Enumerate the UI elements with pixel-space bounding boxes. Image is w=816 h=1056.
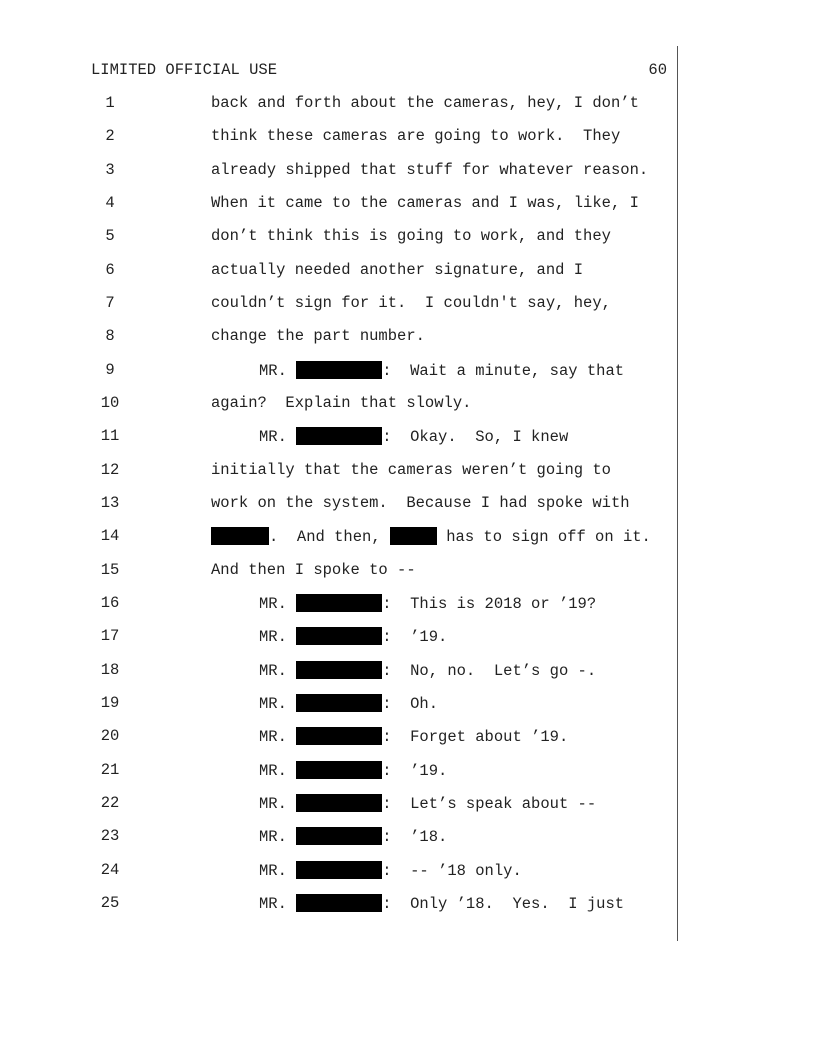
line-text: MR. : Wait a minute, say that (259, 362, 625, 380)
line-text: MR. : Only ’18. Yes. I just (259, 895, 625, 913)
redaction-bar (211, 527, 269, 545)
line-number: 19 (100, 694, 120, 712)
line-number: 25 (100, 894, 120, 912)
line-number: 1 (105, 94, 115, 112)
line-number: 5 (105, 227, 115, 245)
transcript-line (0, 194, 816, 214)
line-number: 13 (100, 494, 120, 512)
redaction-bar (296, 794, 382, 812)
line-number: 4 (105, 194, 115, 212)
redaction-bar (296, 727, 382, 745)
transcript-line (0, 627, 816, 647)
transcript-line (0, 761, 816, 781)
transcript-line (0, 827, 816, 847)
transcript-line (0, 361, 816, 381)
line-number: 18 (100, 661, 120, 679)
transcript-line (0, 494, 816, 514)
transcript-line (0, 94, 816, 114)
redaction-bar (296, 427, 382, 445)
transcript-line (0, 394, 816, 414)
line-number: 16 (100, 594, 120, 612)
transcript-line (0, 461, 816, 481)
line-text: MR. : -- ’18 only. (259, 862, 522, 880)
line-text: And then I spoke to -- (211, 561, 416, 579)
line-number: 23 (100, 827, 120, 845)
line-text: MR. : ’19. (259, 628, 448, 646)
line-text: MR. : ’18. (259, 828, 448, 846)
redaction-bar (296, 594, 382, 612)
transcript-line (0, 694, 816, 714)
redaction-bar (296, 661, 382, 679)
redaction-bar (296, 827, 382, 845)
line-number: 21 (100, 761, 120, 779)
line-text: When it came to the cameras and I was, like, I (211, 194, 639, 212)
redaction-bar (296, 361, 382, 379)
line-text: couldn’t sign for it. I couldn't say, hey, (211, 294, 611, 312)
transcript-line (0, 227, 816, 247)
transcript-line (0, 861, 816, 881)
line-text: work on the system. Because I had spoke with (211, 494, 630, 512)
redaction-bar (296, 694, 382, 712)
transcript-line (0, 727, 816, 747)
line-text: again? Explain that slowly. (211, 394, 472, 412)
line-number: 3 (105, 161, 115, 179)
transcript-line (0, 661, 816, 681)
line-text: . And then, has to sign off on it. (211, 527, 651, 546)
line-number: 11 (100, 427, 120, 445)
line-number: 2 (105, 127, 115, 145)
transcript-line (0, 161, 816, 181)
line-text: already shipped that stuff for whatever reason. (211, 161, 649, 179)
line-text: MR. : Forget about ’19. (259, 728, 569, 746)
classification-header: LIMITED OFFICIAL USE (91, 61, 278, 79)
transcript-line (0, 261, 816, 281)
line-text: change the part number. (211, 327, 425, 345)
line-text: MR. : ’19. (259, 762, 448, 780)
page-number: 60 (648, 61, 667, 79)
line-text: think these cameras are going to work. They (211, 127, 621, 145)
transcript-line (0, 427, 816, 447)
transcript-line (0, 527, 816, 547)
transcript-line (0, 561, 816, 581)
transcript-line (0, 894, 816, 914)
line-number: 14 (100, 527, 120, 545)
line-number: 17 (100, 627, 120, 645)
line-number: 8 (105, 327, 115, 345)
line-text: MR. : Let’s speak about -- (259, 795, 597, 813)
line-text: MR. : Oh. (259, 695, 439, 713)
transcript-line (0, 127, 816, 147)
line-text: back and forth about the cameras, hey, I don’t (211, 94, 639, 112)
line-number: 6 (105, 261, 115, 279)
redaction-bar (296, 761, 382, 779)
line-text: don’t think this is going to work, and they (211, 227, 611, 245)
line-number: 10 (100, 394, 120, 412)
line-number: 24 (100, 861, 120, 879)
line-text: initially that the cameras weren’t going to (211, 461, 611, 479)
line-number: 15 (100, 561, 120, 579)
redaction-bar (296, 627, 382, 645)
transcript-line (0, 327, 816, 347)
line-text: actually needed another signature, and I (211, 261, 584, 279)
redaction-bar (296, 861, 382, 879)
transcript-line (0, 294, 816, 314)
line-number: 9 (105, 361, 115, 379)
line-text: MR. : Okay. So, I knew (259, 428, 569, 446)
line-text: MR. : This is 2018 or ’19? (259, 595, 597, 613)
line-number: 20 (100, 727, 120, 745)
transcript-line (0, 594, 816, 614)
line-number: 22 (100, 794, 120, 812)
line-number: 7 (105, 294, 115, 312)
redaction-bar (390, 527, 437, 545)
line-text: MR. : No, no. Let’s go -. (259, 662, 597, 680)
line-number: 12 (100, 461, 120, 479)
redaction-bar (296, 894, 382, 912)
transcript-line (0, 794, 816, 814)
